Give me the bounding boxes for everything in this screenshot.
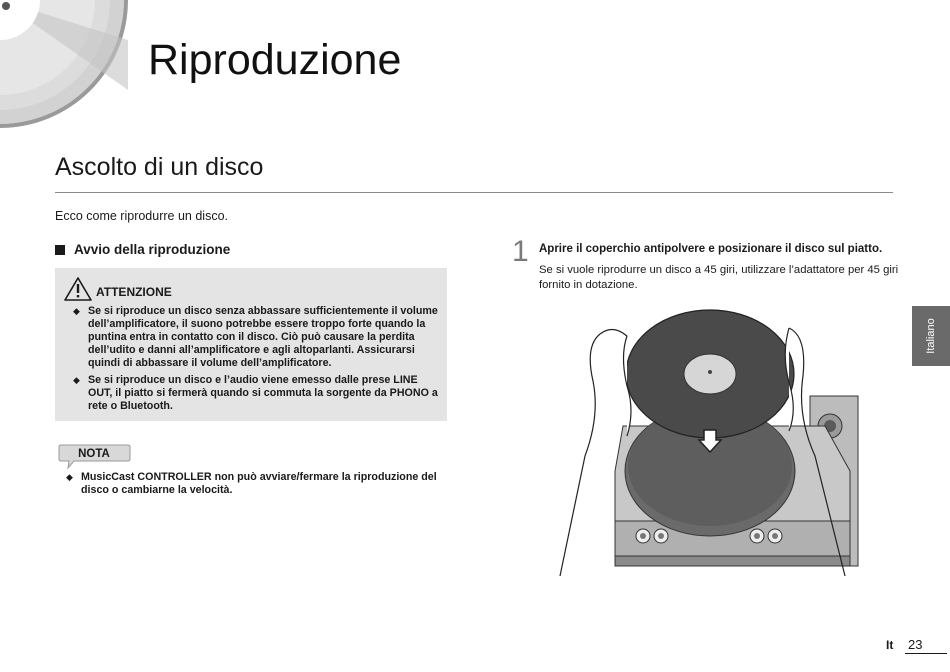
step-title: Aprire il coperchio antipolvere e posizionare il disco sul piatto.	[539, 243, 883, 255]
note-label: NOTA	[78, 448, 110, 460]
note-item: ◆ MusicCast CONTROLLER non può avviare/fermare la riproduzione del disco o cambiarne la velocità.	[66, 471, 437, 496]
step-body: Se si vuole riprodurre un disco a 45 giri, utilizzare l’adattatore per 45 giri fornito in dotazione.	[539, 264, 899, 291]
caution-label: ATTENZIONE	[96, 285, 172, 299]
caution-item: ◆ Se si riproduce un disco e l’audio viene emesso dalle prese LINE OUT, il piatto si fermerà quando si commuta la sorgente da PHONO a rete o Bluetooth.	[73, 374, 438, 412]
caution-box	[55, 268, 447, 421]
record-decoration-icon	[0, 0, 140, 135]
caution-heading	[63, 276, 172, 302]
step-number: 1	[512, 235, 529, 268]
warning-icon	[63, 276, 93, 302]
section-title: Ascolto di un disco	[55, 153, 264, 181]
note-list	[62, 471, 448, 501]
diamond-bullet-icon: ◆	[66, 472, 73, 482]
footer-language: It	[886, 638, 894, 652]
turntable-illustration	[545, 306, 865, 576]
section-divider	[55, 192, 893, 193]
page-number: 23	[908, 637, 923, 652]
note-tab	[58, 443, 132, 471]
caution-item: ◆ Se si riproduce un disco senza abbassare sufficientemente il volume dell’amplificatore, il suono potrebbe essere troppo forte quando la puntina entra in contatto con il disco. Ciò può causare la perdita dell’udito e danni all’amplificatore e agli altoparlanti. Assicurarsi quindi di abbassare il volume dell’amplificatore.	[73, 305, 438, 369]
section-intro: Ecco come riprodurre un disco.	[55, 209, 228, 223]
footer-divider	[905, 653, 947, 654]
square-bullet-icon	[55, 245, 65, 255]
language-side-tab	[912, 306, 950, 366]
diamond-bullet-icon: ◆	[73, 306, 80, 316]
diamond-bullet-icon: ◆	[73, 375, 80, 385]
language-side-tab-label: Italiano	[925, 318, 937, 354]
subsection-heading	[55, 242, 230, 257]
subsection-title: Avvio della riproduzione	[74, 242, 231, 257]
chapter-title: Riproduzione	[148, 36, 402, 84]
caution-list	[69, 305, 441, 417]
